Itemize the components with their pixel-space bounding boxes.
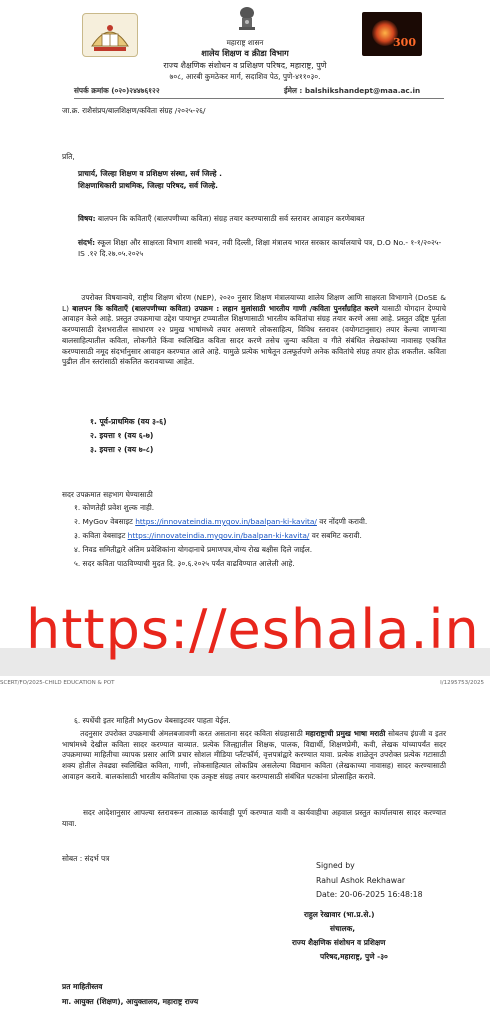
subject-line xyxy=(78,214,446,225)
list-item xyxy=(74,517,367,528)
header-council: राज्य शैक्षणिक संशोधन व प्रशिक्षण परिषद, महाराष्ट्र, पुणे xyxy=(163,61,327,70)
logo-300-text: 300 xyxy=(393,36,416,50)
list-item: ४. निवड समितीद्वारे अंतिम प्रवेशिकांना योगदानाचे प्रमाणपत्र,योग्य रोख बक्षीस दिले जाईल. xyxy=(74,545,313,554)
level-item: २. इयत्ता १ (वय ६-७) xyxy=(90,431,154,440)
list-item-text: ३. कविता वेबसाइट xyxy=(74,531,128,540)
watermark-text: https://eshala.in xyxy=(26,598,480,661)
level-item: ३. इयत्ता २ (वय ७-८) xyxy=(90,445,154,454)
prati-label: प्रति, xyxy=(62,152,75,161)
participation-heading: सदर उपक्रमात सहभाग घेण्यासाठी xyxy=(62,490,153,499)
level-item: १. पूर्व-प्राथमिक (वय ३-६) xyxy=(90,417,167,426)
list-item xyxy=(74,531,362,542)
copy-label: प्रत माहितीस्तव xyxy=(62,982,103,991)
list-item-text: २. MyGov वेबसाइट xyxy=(74,517,136,526)
reference-number: जा.क्र. राशैसंप्रप/बालशिक्षण/कविता संग्रह /२०२५-२६/ xyxy=(62,106,206,115)
page-footer-right: I/1295753/2025 xyxy=(440,680,484,686)
header-divider xyxy=(74,98,444,99)
subject-text: बालपन कि कविताएँ (बालपणीच्या कविता) संग्रह तयार करण्यासाठी सर्व स्तरावर आवाहन करणेबाबत xyxy=(95,214,365,223)
signatory-name: राहुल रेखावार (भा.प्र.से.) xyxy=(304,910,375,919)
state-emblem-icon xyxy=(236,5,258,33)
signer-name: Rahul Ashok Rekhawar xyxy=(316,876,406,885)
list-item: ५. सदर कविता पाठविण्याची मुदत दि. ३०.६.२०२५ पर्यंत वाढविण्यात आलेली आहे. xyxy=(74,559,295,568)
contact-phone: संपर्क क्रमांक (०२०)२४४७६१२२ xyxy=(74,86,160,95)
list-item-text: वर नोंदणी करावी. xyxy=(316,517,368,526)
signature-date: Date: 20-06-2025 16:48:18 xyxy=(316,890,423,899)
reference-line xyxy=(78,238,446,259)
list-item: ६. स्पर्धेची इतर माहिती MyGov वेबसाइटवर पाहता येईल. xyxy=(74,716,231,725)
signatory-location: परिषद,महाराष्ट्र, पुणे -३० xyxy=(320,952,388,961)
mygov-register-link[interactable]: https://innovateindia.mygov.in/baalpan-ki-kavita/ xyxy=(135,517,317,526)
reference-text: स्कूल शिक्षा और साक्षरता विभाग शास्त्री भवन, नवी दिल्ली, शिक्षा मंत्रालय भारत सरकार कार्यालयाचे पत्र, D.O No.- १-१/२०२५-IS .१२ दि.२७.०५.२०२५ xyxy=(78,238,442,258)
subject-label: विषय: xyxy=(78,214,96,223)
list-item: १. कोणतेही प्रवेश शुल्क नाही. xyxy=(74,503,155,512)
list-item-text: वर सबमिट करावी. xyxy=(309,531,362,540)
signatory-office: राज्य शैक्षणिक संशोधन व प्रशिक्षण xyxy=(292,938,386,947)
header-govt: महाराष्ट्र शासन xyxy=(226,38,264,47)
copy-recipient: मा. आयुक्त (शिक्षण), आयुक्तालय, महाराष्ट्र राज्य xyxy=(62,997,199,1006)
para1-c: यासाठी योगदान देण्याचे आवाहन केले आहे. प्रस्तुत उपक्रमाचा उद्देश पायाभूत टप्प्यातील शिक्षणासाठी भारतीय कवितांचा संग्रह तयार करणे असा आहे. प्रस्तुत उद्दिष्ट पूर्तता करण्यासाठी देशभरातील साधारण २२ प्रमुख भाषांमध्ये तयार असणारे लोकसाहित्य, विविध स्तरावर (वयोगटानुसार) तयार केल्या जाणाऱ्या बालसाहित्यातील कविता, लोकगीते किंवा स्वलिखित कविता सादर करणे तसेच जुन्या कविता व गीते संबंधित लेखकांच्या नावासह एकत्रित करण्यासाठी नमूद संदर्भानुसार आवाहन करण्यात आले आहे. यामुळे प्रत्येक भाषेतून उत्स्फूर्तपणे अनेक कवितांचे संग्रह तयार होऊ शकतील. कविता पुढील तीन स्तरांसाठी संकलित करावयाच्या आहेत. xyxy=(62,303,447,367)
header-address: ७०८, आरबी कुमठेकर मार्ग, सदाशिव पेठ, पुणे-४११०३०. xyxy=(169,72,321,81)
para1-a: उपरोक्त विषयान्वये, राष्ट्रीय शिक्षण धोरण (NEP), २०२० नुसार शिक्षण मंत्रालयाच्या शालेय शिक्षण आणि साक्षरता विभागाने (DoSE & L) xyxy=(62,293,446,313)
para1-bold: बालपन कि कविताएँ (बालपणीच्या कविता) उपक्रम : लहान मुलांसाठी भारतीय गाणी /कविता पुनर्संग्रहित करणे xyxy=(72,303,379,313)
page-footer-left: SCERT/FO/2025-CHILD EDUCATION & POT xyxy=(0,680,115,686)
recipient-2: शिक्षणाधिकारी प्राथमिक, जिल्हा परिषद, सर्व जिल्हे. xyxy=(78,181,218,190)
body-paragraph-1 xyxy=(62,293,446,368)
body-paragraph-2 xyxy=(62,729,446,783)
reference-label: संदर्भ: xyxy=(78,238,96,247)
mygov-submit-link[interactable]: https://innovateindia.mygov.in/baalpan-ki-kavita/ xyxy=(127,531,310,540)
enclosure-note: सोबत : संदर्भ पत्र xyxy=(62,854,110,863)
header-department: शालेय शिक्षण व क्रीडा विभाग xyxy=(201,48,289,58)
signed-by-label: Signed by xyxy=(316,861,355,870)
signatory-designation: संचालक, xyxy=(330,924,356,933)
contact-email: ईमेल : balshikshandept@maa.ac.in xyxy=(284,86,421,95)
para3-text: सदर आदेशानुसार आपल्या स्तरावरून तात्काळ कार्यवाही पूर्ण करण्यात यावी व कार्यवाहीचा अहवाल प्रस्तुत कार्यालयास सादर करण्यात यावा. xyxy=(62,808,446,828)
para2-bold: महाराष्ट्राची प्रमुख भाषा मराठी xyxy=(305,729,386,738)
recipient-1: प्राचार्य, जिल्हा शिक्षण व प्रशिक्षण संस्था, सर्व जिल्हे . xyxy=(78,169,222,178)
para2-a: तदनुसार उपरोक्त उपक्रमाची अंमलबजावणी करत असताना सदर कविता संग्रहासाठी xyxy=(80,729,306,738)
body-paragraph-3 xyxy=(62,808,446,829)
para2-c: सोबतच इंग्रजी व इतर भाषांमध्ये देखील कविता सादर करण्यात याव्यात. प्रत्येक जिल्ह्यातील शिक्षक, पालक, विद्यार्थी, शिक्षणप्रेमी, कवी, लेखक यांच्यापर्यंत सदर उपक्रमाच्या माहितीचा व्यापक प्रसार आणि प्रचार सोशल मीडिया प्लॅटफॉर्म, वृत्तपत्रांद्वारे करण्यात यावा. प्रत्येक शाळेतून उपरोक्त प्रत्येक गटासाठी शक्य होतील तेवढ्या स्वलिखित कविता, गाणी, लोकसाहित्यात लोकप्रिय असलेल्या विद्यमान कविता (लेखकाच्या नावासह) सादर करण्यासाठी आवाहन करावे. बालकांसाठी भारतीय कवितांचा एक उत्कृष्ट संग्रह तयार करण्यासाठी संबंधित घटकांना प्रोत्साहित करावे. xyxy=(62,729,446,781)
